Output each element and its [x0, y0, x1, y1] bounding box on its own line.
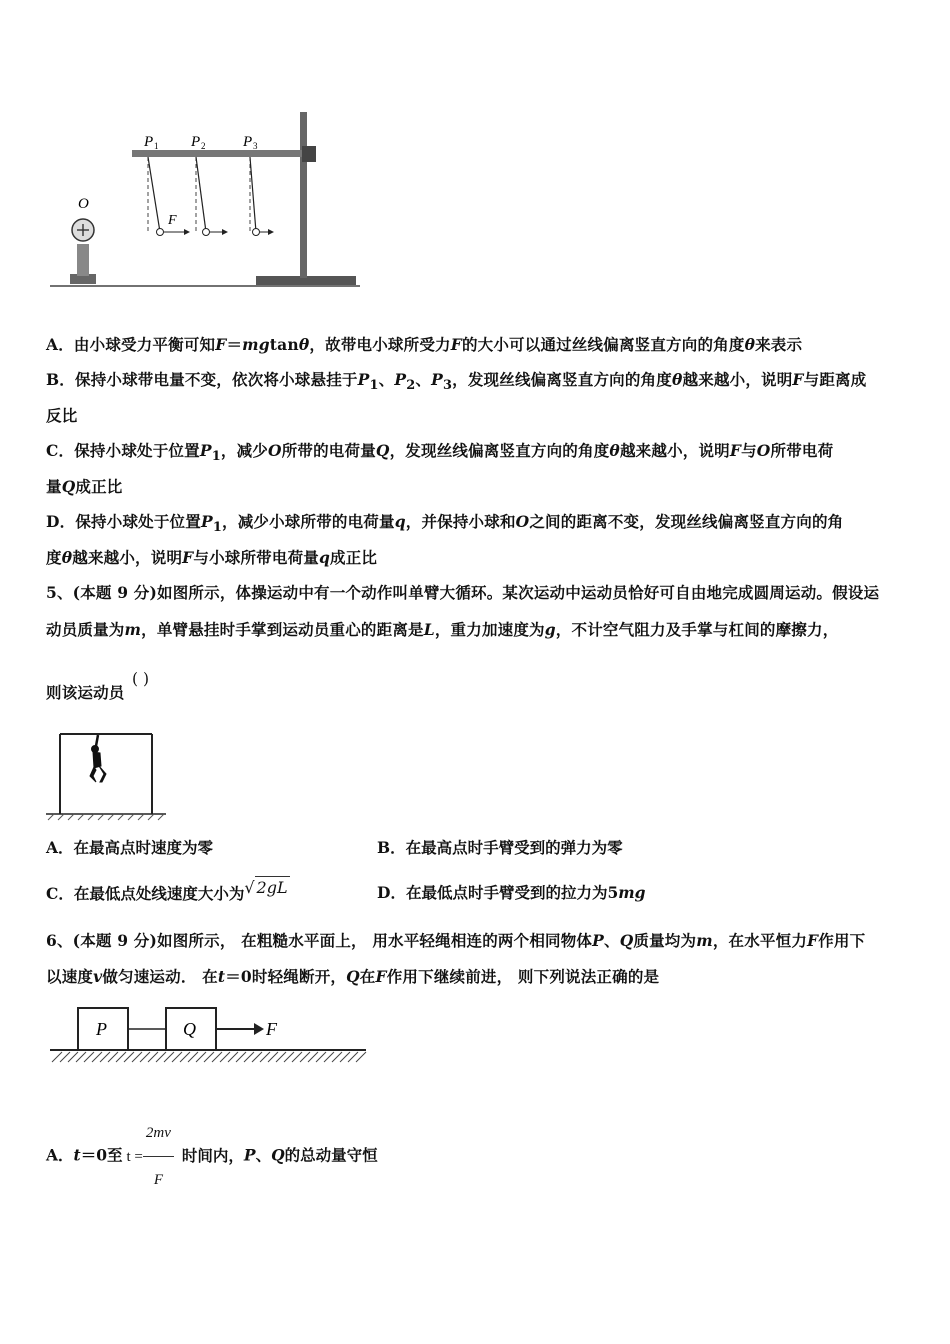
fraction: $\frac{2mv}{F}$	[143, 1110, 174, 1203]
label-p3: P	[243, 134, 253, 150]
q5-option-d: D．在最低点时手臂受到的拉力为5mg	[377, 883, 646, 902]
q5-option-a: A．在最高点时速度为零	[46, 838, 214, 857]
q5-answer-paren: ( )	[132, 670, 150, 688]
pendulum-1-thread	[148, 157, 160, 232]
pendulum-2-thread	[196, 157, 206, 232]
q5-stem-line1: 5、(本题 9 分)如图所示，体操运动中有一个动作叫单臂大循环。某次运动中运动员恰好可自由地完成圆周运动。假设运	[46, 583, 880, 602]
blocks-figure	[48, 1000, 370, 1074]
q6-option-a: A．t＝0至 t = $\frac{2mv}{F}$ 时间内，P、Q的总动量守恒	[46, 1110, 378, 1203]
q4-option-c-line2: 量Q成正比	[46, 477, 123, 496]
label-p1: P	[144, 134, 154, 150]
gymnast-figure	[44, 726, 168, 824]
q4-option-d-line2: 度θ越来越小，说明F与小球所带电荷量q成正比	[46, 548, 378, 567]
q6-stem-line2: 以速度v做匀速运动． 在t＝0时轻绳断开，Q在F作用下继续前进， 则下列说法正确的是	[46, 967, 660, 986]
label-f: F	[168, 213, 177, 228]
svg-text:1: 1	[154, 141, 159, 151]
o-stand-post	[77, 244, 89, 276]
label-p2: P	[191, 134, 201, 150]
stand-pole	[300, 112, 307, 278]
q4-option-a: A．由小球受力平衡可知F＝mgtanθ，故带电小球所受力F的大小可以通过丝线偏离竖直方向的角度θ来表示	[46, 335, 803, 354]
q5-option-b: B．在最高点时手臂受到的弹力为零	[377, 838, 623, 857]
q4-option-c-line1: C．保持小球处于位置$P_1$，减少O所带的电荷量Q，发现丝线偏离竖直方向的角度θ越来越小，说明F与O所带电荷	[46, 441, 834, 465]
q6-stem-line1: 6、(本题 9 分)如图所示， 在粗糙水平面上， 用水平轻绳相连的两个相同物体P、Q质量均为m，在水平恒力F作用下	[46, 931, 866, 950]
q5-stem-line2: 动员质量为m，单臂悬挂时手掌到运动员重心的距离是L，重力加速度为g，不计空气阻力及手掌与杠间的摩擦力，	[46, 620, 839, 639]
svg-text:2: 2	[201, 141, 206, 151]
force-label: F	[266, 1019, 277, 1039]
pendulum-3-ball	[253, 229, 260, 236]
pendulum-3-thread	[250, 157, 256, 232]
q4-option-b-line1: B．保持小球带电量不变，依次将小球悬挂于$P_1$、$P_2$、$P_3$，发现丝线偏离竖直方向的角度θ越来越小，说明F与距离成	[46, 370, 867, 394]
pendulum-2-ball	[203, 229, 210, 236]
q4-option-d-line1: D．保持小球处于位置$P_1$，减少小球所带的电荷量q，并保持小球和O之间的距离不变，发现丝线偏离竖直方向的角	[46, 512, 844, 536]
sqrt-expression: √ 2gL	[244, 878, 288, 897]
block-p-label: P	[96, 1019, 107, 1039]
q5-stem-line3: 则该运动员	[46, 683, 125, 702]
svg-text:3: 3	[253, 141, 258, 151]
gymnast-silhouette	[90, 735, 106, 782]
block-q-label: Q	[183, 1019, 196, 1039]
stand-clamp	[302, 146, 316, 162]
label-o: O	[78, 196, 89, 212]
pendulum-1-ball	[157, 229, 164, 236]
pendulum-figure	[44, 108, 364, 294]
q5-option-c: C．在最低点处线速度大小为√ 2gL	[46, 878, 288, 903]
stand-bar	[132, 150, 304, 157]
q4-option-b-line2: 反比	[46, 406, 78, 425]
